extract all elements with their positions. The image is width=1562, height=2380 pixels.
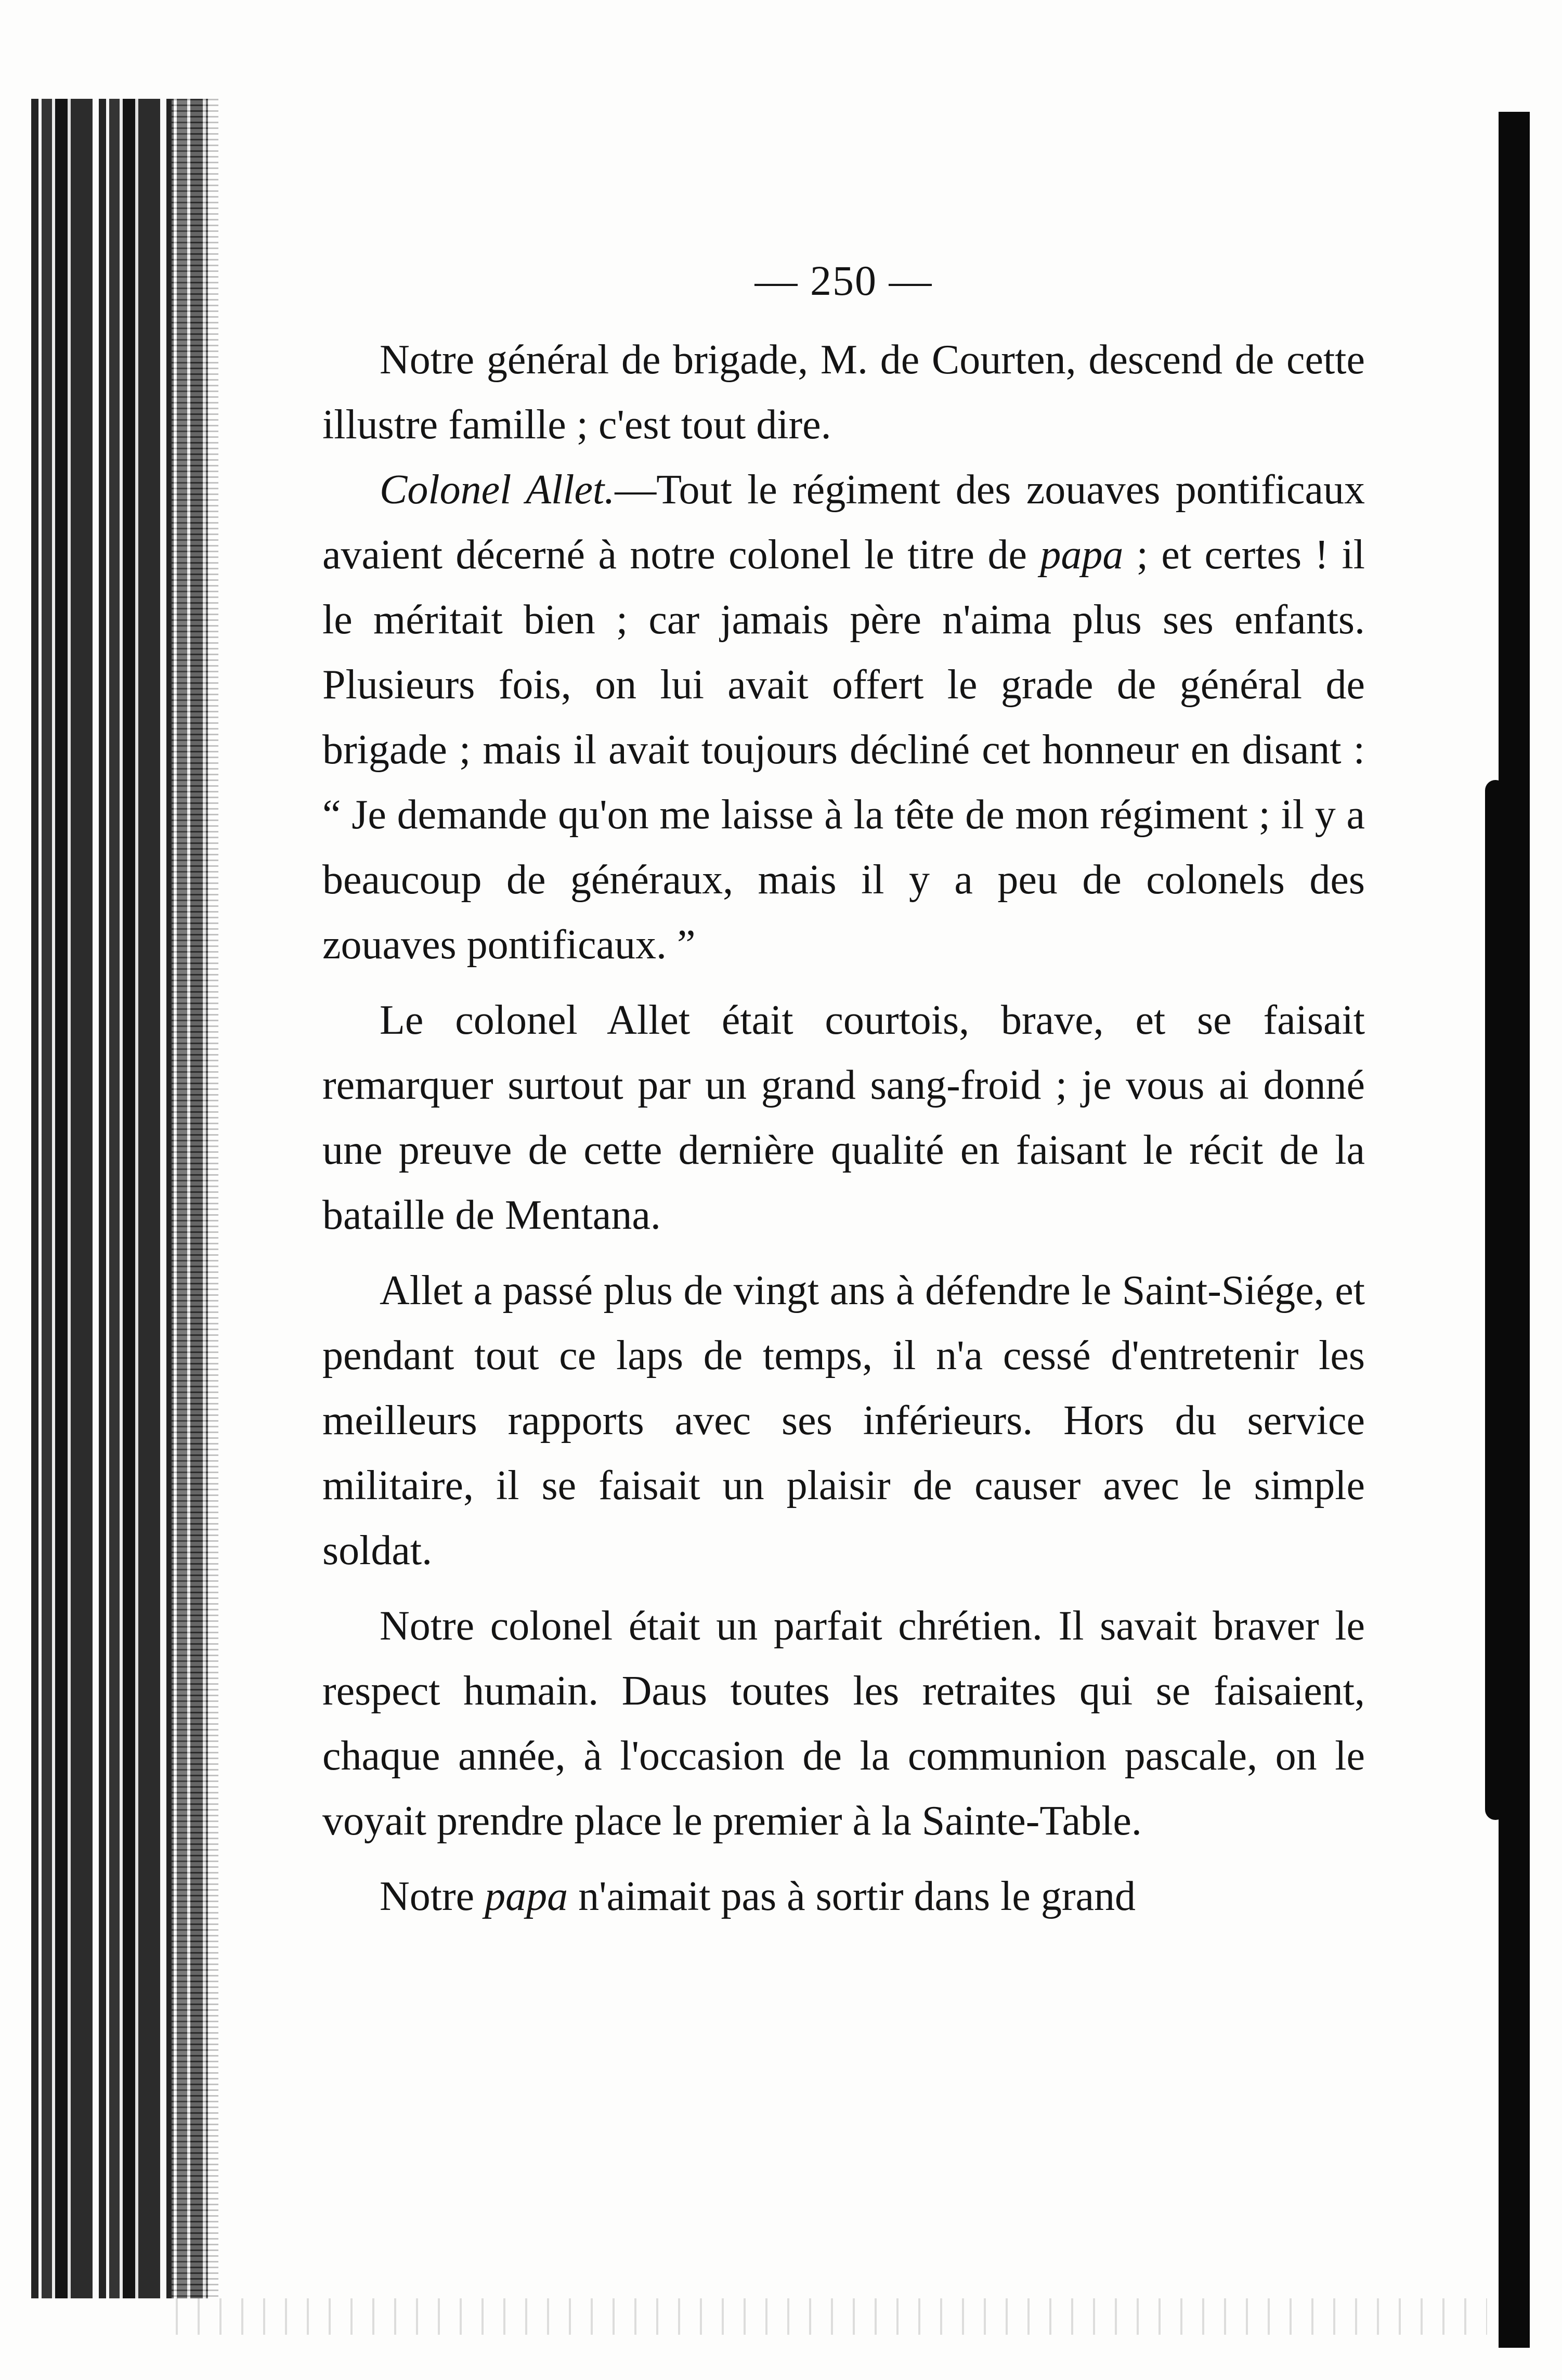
- paragraph-5: [322, 1594, 1365, 1854]
- paragraph-4: [322, 1258, 1365, 1583]
- scan-edge-left-fade: [172, 99, 218, 2298]
- emphasis-papa: papa: [485, 1874, 568, 1919]
- paragraph-text: n'aimait pas à sortir dans le grand: [568, 1874, 1136, 1919]
- paragraph-text: ; et certes ! il le méritait bien ; car jamais père n'aima plus ses enfants. Plusieurs fois, on lui avait offert le grade de général de brigade ; mais il avait toujours décliné cet honneur en disant : “ Je demande qu'on me laisse à la tête de mon régiment ; il y a beaucoup de généraux, mais il y a peu de colonels des zouaves pontificaux. ”: [322, 532, 1365, 968]
- paragraph-text: Le colonel Allet était courtois, brave, et se faisait remarquer surtout par un grand sang-froid ; je vous ai donné une preuve de cette dernière qualité en faisant le récit de la bataille de Mentana.: [322, 997, 1365, 1238]
- paragraph-3: [322, 988, 1365, 1248]
- section-heading-colonel-allet: Colonel Allet.: [380, 467, 615, 513]
- page-number-header: — 250 —: [754, 257, 933, 304]
- scan-bottom-noise: [156, 2298, 1487, 2335]
- page-text-block: [322, 234, 1365, 1929]
- paragraph-text: Notre général de brigade, M. de Courten, descend de cette illustre famille ; c'est tout dire.: [322, 337, 1365, 448]
- paragraph-2: [322, 458, 1365, 978]
- scan-edge-right-notch: [1485, 780, 1506, 1820]
- paragraph-6: [322, 1864, 1365, 1929]
- paragraph-text: Notre: [380, 1874, 485, 1919]
- paragraph-text: Notre colonel était un parfait chrétien. Il savait braver le respect humain. Daus toutes les retraites qui se faisaient, chaque année, à l'occasion de la communion pascale, on le voyait prendre place le premier à la Sainte-Table.: [322, 1603, 1365, 1844]
- emphasis-papa: papa: [1040, 532, 1124, 578]
- paragraph-text: —Tout le régiment des zouaves pontificaux avaient décerné à notre colonel le titre de: [322, 467, 1365, 578]
- paragraph-text: Allet a passé plus de vingt ans à défendre le Saint-Siége, et pendant tout ce laps de temps, il n'a cessé d'entretenir les meilleurs rapports avec ses inférieurs. Hors du service militaire, il se faisait un plaisir de causer avec le simple soldat.: [322, 1268, 1365, 1573]
- paragraph-1: [322, 328, 1365, 458]
